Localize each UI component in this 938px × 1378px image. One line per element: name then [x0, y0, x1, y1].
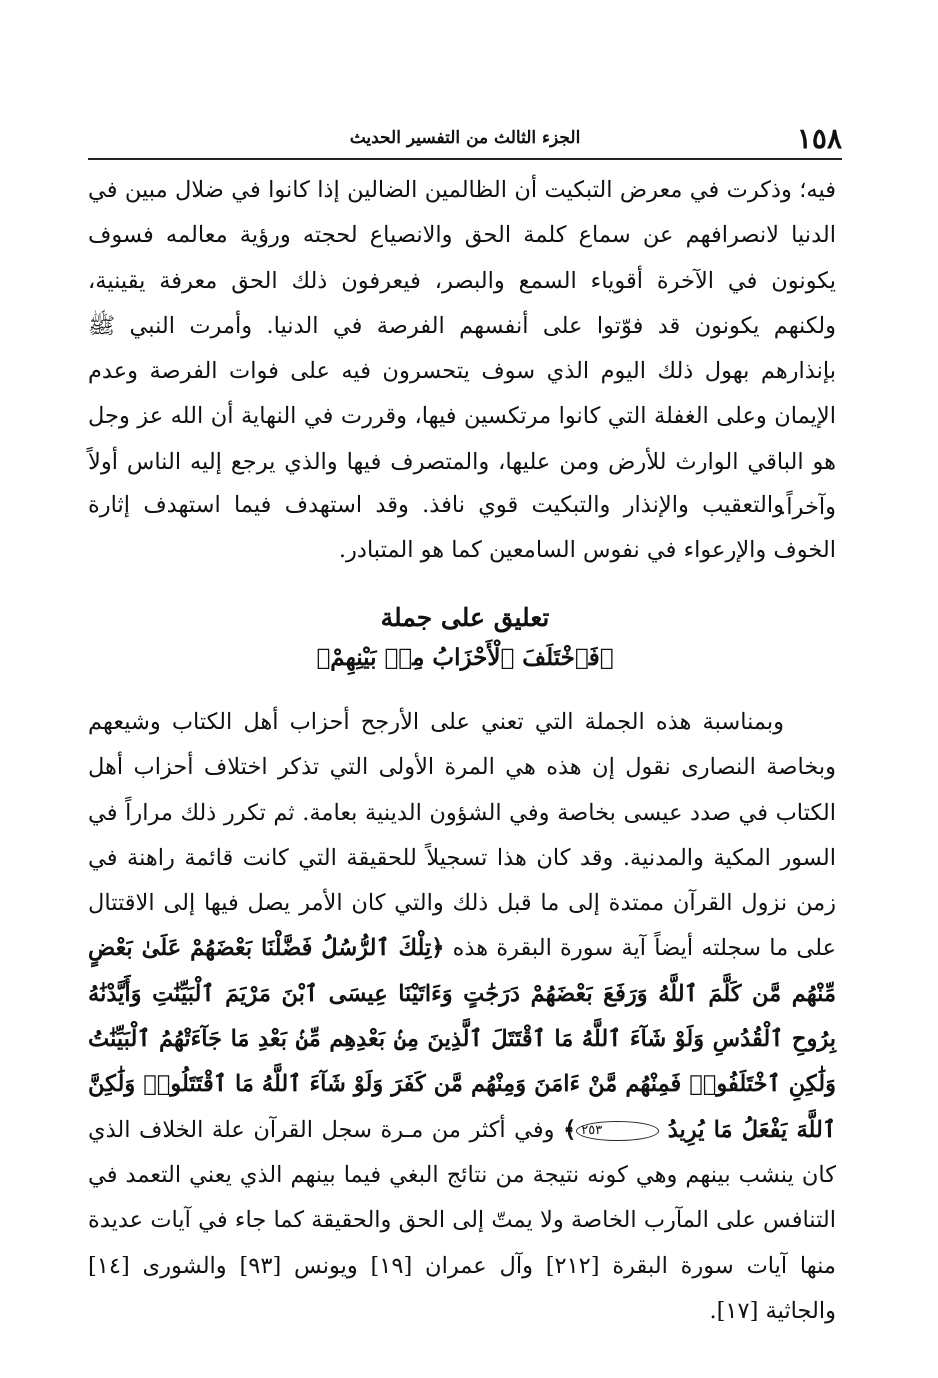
paragraph-2: والتعقيب والإنذار والتبكيت قوي نافذ. وقد استهدف فيما استهدف إثارة الخوف والإرعواء في نفوس السامعين كما هو المتبادر. — [88, 492, 836, 564]
ayah-number: ٢٥٣ — [576, 1121, 659, 1141]
section-title: تعليق على جملة — [380, 603, 550, 632]
quran-verse: تِلْكَ ٱلرُّسُلُ فَضَّلْنَا بَعْضَهُمْ عَلَىٰ بَعْضٍ مِّنْهُم مَّن كَلَّمَ ٱللَّهُ وَرَفَعَ بَعْضَهُمْ دَرَجَٰتٍ وَءَاتَيْنَا عِيسَى ٱبْنَ مَرْيَمَ ٱلْبَيِّنَٰتِ وَأَيَّدْنَٰهُ بِرُوحِ ٱلْقُدُسِ وَلَوْ شَآءَ ٱللَّهُ مَا ٱقْتَتَلَ ٱلَّذِينَ مِنۢ بَعْدِهِم مِّنۢ بَعْدِ مَا جَآءَتْهُمُ ٱلْبَيِّنَٰتُ وَلَٰكِنِ ٱخْتَلَفُوا۟ فَمِنْهُم مَّنْ ءَامَنَ وَمِنْهُم مَّن كَفَرَ وَلَوْ شَآءَ ٱللَّهُ مَا ٱقْتَتَلُوا۟ وَلَٰكِنَّ ٱللَّهَ يَفْعَلُ مَا يُرِيدُ — [88, 935, 837, 1143]
verse-open-bracket: ﴿ — [599, 644, 614, 671]
section-verse-text: فَٱخْتَلَفَ ٱلْأَحْزَابُ مِنۢ بَيْنِهِمْ — [330, 644, 600, 671]
paragraph-3-rest: وفي أكثر من مـرة سجل القرآن علة الخلاف الذي كان ينشب بينهم وهي كونه نتيجة من نتائج البغي فيما بينهم الذي يعني التعمد في التنافس على المآرب الخاصة ولا يمتّ إلى الحق والحقيقة كما جاء في آيات عديدة منها آيات سورة البقرة [٢١٢] وآل عمران [١٩] ويونس [٩٣] والشورى [١٤] والجاثية [١٧]. — [88, 1116, 836, 1324]
page-header — [88, 118, 842, 158]
page-number: ١٥٨ — [796, 122, 842, 155]
running-title: الجزء الثالث من التفسير الحديث — [349, 128, 581, 148]
quran-close-bracket: ﴾ — [563, 1116, 577, 1143]
verse-close-bracket: ﴾ — [316, 644, 331, 671]
header-divider — [88, 158, 842, 160]
quran-open-bracket: ﴿ — [431, 935, 445, 962]
paragraph-1: فيه؛ وذكرت في معرض التبكيت أن الظالمين الضالين إذا كانوا في ضلال مبين في الدنيا لانصرافهم عن سماع كلمة الحق والانصياع لحجته ورؤية معالمه فسوف يكونون في الآخرة أقوياء السمع والبصر، فيعرفون ذلك الحق معرفة يقينية، ولكنهم يكونون قد فوّتوا على أنفسهم الفرصة في الدنيا. وأمرت النبي ﷺ بإنذارهم بهول ذلك اليوم الذي سوف يتحسرون فيه على فوات الفرصة وعدم الإيمان وعلى الغفلة التي كانوا مرتكسين فيها، وقررت في النهاية أن الله عز وجل هو الباقي الوارث للأرض ومن عليها، والمتصرف فيها والذي يرجع إليه الناس أولاً وآخراً. — [88, 177, 836, 521]
paragraph-3 — [88, 700, 836, 1334]
paragraph-3-intro: وبمناسبة هذه الجملة التي تعني على الأرجح أحزاب أهل الكتاب وشيعهم وبخاصة النصارى نقول إن هذه هي المرة الأولى التي تذكر اختلاف أحزاب أهل الكتاب في صدد عيسى بخاصة وفي الشؤون الدينية بعامة. ثم تكرر ذلك مراراً في السور المكية والمدنية. وقد كان هذا تسجيلاً للحقيقة التي كانت قائمة راهنة في زمن نزول القرآن ممتدة إلى ما قبل ذلك والتي كان الأمر يصل فيها إلى الاقتتال على ما سجلته أيضاً آية سورة البقرة هذه — [88, 709, 836, 962]
section-heading — [88, 598, 842, 678]
section-verse — [88, 638, 842, 678]
